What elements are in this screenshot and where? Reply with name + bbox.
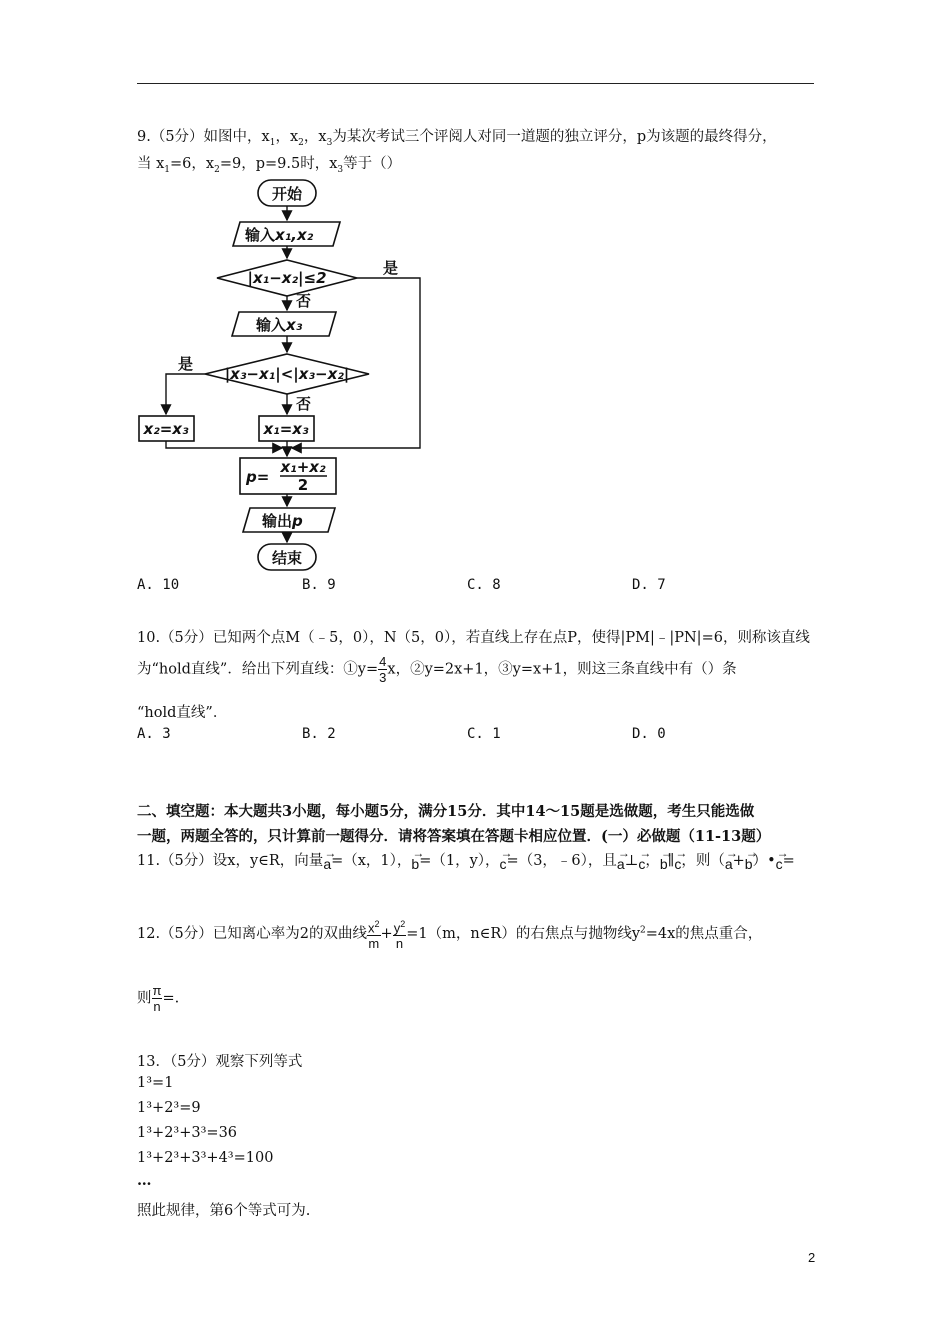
condition-1-label: |x₁−x₂|≤2 — [247, 269, 327, 287]
q10-line3: “hold直线”． — [137, 705, 228, 721]
assign-right-label: x₁=x₃ — [263, 420, 309, 438]
q9-option-a: A. 10 — [137, 577, 180, 593]
q12-line2: 则 $\frac{\pi}{n}$ =. — [137, 983, 180, 1014]
condition-2-label: |x₃−x₁|<|x₃−x₂| — [224, 365, 350, 383]
q10-fraction: $\frac{4}{3}$ — [379, 654, 387, 685]
q13-eq4: 1³+2³+3³+4³=100 — [137, 1150, 274, 1166]
section2-heading-line2: 一题，两题全答的，只计算前一题得分．请将答案填在答题卡相应位置．(一）必做题（11-13题） — [137, 828, 771, 845]
q9-option-b: B. 9 — [302, 577, 336, 593]
q10-line2: 为“hold直线”．给出下列直线：①y= $\frac{4}{3}$ x，②y=2x+1，③y=x+1，则这三条直线中有（）条 — [137, 654, 737, 685]
q13-eq1: 1³=1 — [137, 1075, 174, 1091]
q9-option-c: C. 8 — [467, 577, 501, 593]
end-label: 结束 — [271, 549, 303, 567]
section2-heading-line1: 二、填空题：本大题共3小题，每小题5分，满分15分．其中14～15题是选做题，考生只能选做 — [137, 803, 755, 820]
q9-option-d: D. 7 — [632, 577, 666, 593]
q10-option-a: A. 3 — [137, 726, 171, 742]
assign-left-label: x₂=x₃ — [143, 420, 189, 438]
q11-line: 11.（5分）设x，y∈R，向量→ a=（x，1），→ b=（1，y），→ c=（3，﹣6），且→ a⊥→ c，→ b∥→ c，则（→ a+→ b）•→ c= — [137, 849, 795, 870]
formula-numerator: x₁+x₂ — [280, 458, 326, 476]
q12-frac-x: $\frac{x^2}{m}$ — [368, 919, 380, 952]
formula-p-label: p= — [246, 468, 270, 486]
q12-frac-pi: $\frac{\pi}{n}$ — [152, 983, 162, 1014]
q10-option-c: C. 1 — [467, 726, 501, 742]
q9-line1: 9.（5分）如图中，$x_1$，$x_2$，$x_3$为某次考试三个评阅人对同一道题的独立评分，p为该题的最终得分， — [137, 129, 777, 148]
no-label-2: 否 — [296, 395, 312, 413]
q13-eq3: 1³+2³+3³=36 — [137, 1125, 238, 1141]
q12-frac-y: $\frac{y^2}{n}$ — [393, 919, 406, 952]
q12-line1: 12.（5分）已知离心率为2的双曲线 $\frac{x^2}{m}$ + $\frac{y^2}{n}$ =1（m，n∈R）的右焦点与抛物线$y^2=4x$的焦点重合， — [137, 919, 763, 952]
input-x3-label: 输入x₃ — [256, 316, 303, 334]
yes-label-2: 是 — [178, 355, 194, 373]
q10-line1: 10.（5分）已知两个点M（﹣5，0），N（5，0），若直线上存在点P，使得|PM|﹣|PN|=6，则称该直线 — [137, 630, 810, 646]
q13-title: 13．（5分）观察下列等式 — [137, 1054, 303, 1070]
formula-denominator: 2 — [297, 476, 309, 494]
q13-last-line: 照此规律，第6个等式可为. — [137, 1203, 311, 1219]
q9-line2: 当 $x_1=6$，$x_2=9$，p=9.5时，$x_3$等于（） — [137, 156, 402, 175]
header-rule — [137, 83, 814, 84]
start-label: 开始 — [271, 185, 303, 203]
q10-option-d: D. 0 — [632, 726, 666, 742]
output-label: 输出p — [262, 512, 303, 530]
yes-label-1: 是 — [383, 259, 399, 277]
q10-option-b: B. 2 — [302, 726, 336, 742]
q13-eq2: 1³+2³=9 — [137, 1100, 201, 1116]
flowchart — [130, 175, 440, 575]
q13-ellipsis: … — [137, 1172, 152, 1189]
input-x1x2-label: 输入x₁,x₂ — [245, 226, 314, 244]
page-number: 2 — [808, 1250, 816, 1265]
no-label-1: 否 — [296, 292, 312, 310]
